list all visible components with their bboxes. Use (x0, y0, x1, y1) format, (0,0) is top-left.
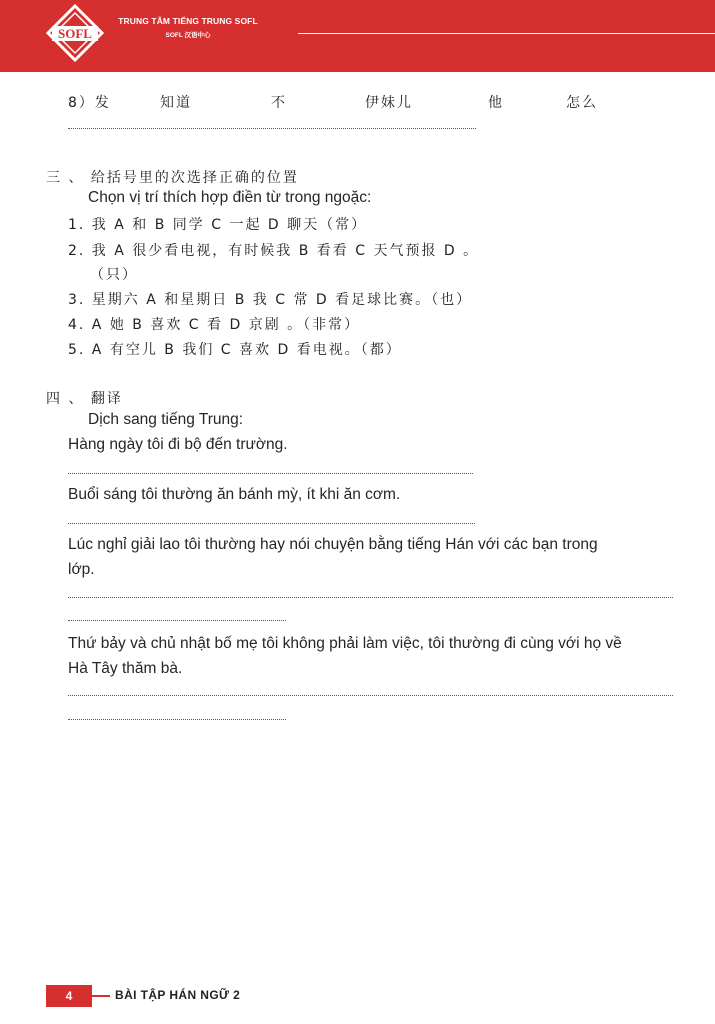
q8-label: 8）发 (68, 95, 111, 111)
q8-row (68, 92, 628, 112)
exercise-item: 1. 我 A 和 B 同学 C 一起 D 聊天（常） (68, 217, 368, 233)
brand (108, 16, 268, 39)
book-title: BÀI TẬP HÁN NGỮ 2 (115, 988, 241, 1002)
translation-sentence: Lúc nghỉ giải lao tôi thường hay nói chuyện bằng tiếng Hán với các bạn trong (68, 536, 598, 553)
sofl-logo (46, 4, 104, 62)
exercise-item: 4. A 她 B 喜欢 C 看 D 京剧 。（非常） (68, 317, 361, 333)
translation-sentence-cont: lớp. (68, 561, 95, 578)
section4-heading: 四 、 翻译 (46, 391, 123, 407)
translation-sentence: Buổi sáng tôi thường ăn bánh mỳ, ít khi ăn cơm. (68, 486, 401, 503)
q8-word: 伊妹儿 (365, 95, 413, 111)
translation-sentence: Hàng ngày tôi đi bộ đến trường. (68, 436, 288, 453)
answer-line (68, 597, 673, 598)
answer-line (68, 523, 475, 524)
q8-word: 怎么 (566, 95, 598, 111)
brand-sub: SOFL 汉语中心 (165, 32, 211, 39)
answer-line (68, 620, 286, 621)
section3-instruction: Chọn vị trí thích hợp điền từ trong ngoặc: (88, 189, 372, 206)
exercise-item: 3. 星期六 A 和星期日 B 我 C 常 D 看足球比赛。（也） (68, 292, 473, 308)
exercise-item: 5. A 有空儿 B 我们 C 喜欢 D 看电视。（都） (68, 342, 402, 358)
q8-word: 知道 (160, 95, 192, 111)
answer-line (68, 719, 286, 720)
header-divider (298, 33, 715, 34)
answer-line (68, 128, 476, 129)
page-header (0, 0, 715, 72)
footer-divider (92, 995, 110, 997)
svg-text:SOFL: SOFL (58, 26, 92, 41)
answer-line (68, 695, 673, 696)
q8-word: 不 (271, 95, 287, 111)
answer-line (68, 473, 473, 474)
translation-sentence-cont: Hà Tây thăm bà. (68, 660, 183, 677)
translation-sentence: Thứ bảy và chủ nhật bố mẹ tôi không phải làm việc, tôi thường đi cùng với họ về (68, 635, 622, 652)
section3-heading: 三 、 给括号里的次选择正确的位置 (46, 170, 299, 186)
exercise-item: 2. 我 A 很少看电视，有时候我 B 看看 C 天气预报 D 。 (68, 243, 480, 259)
section4-instruction: Dịch sang tiếng Trung: (88, 411, 244, 428)
q8-word: 他 (488, 95, 504, 111)
brand-name: TRUNG TÂM TIẾNG TRUNG SOFL (118, 16, 258, 26)
exercise-item: （只） (90, 267, 138, 283)
page-number: 4 (46, 985, 92, 1007)
